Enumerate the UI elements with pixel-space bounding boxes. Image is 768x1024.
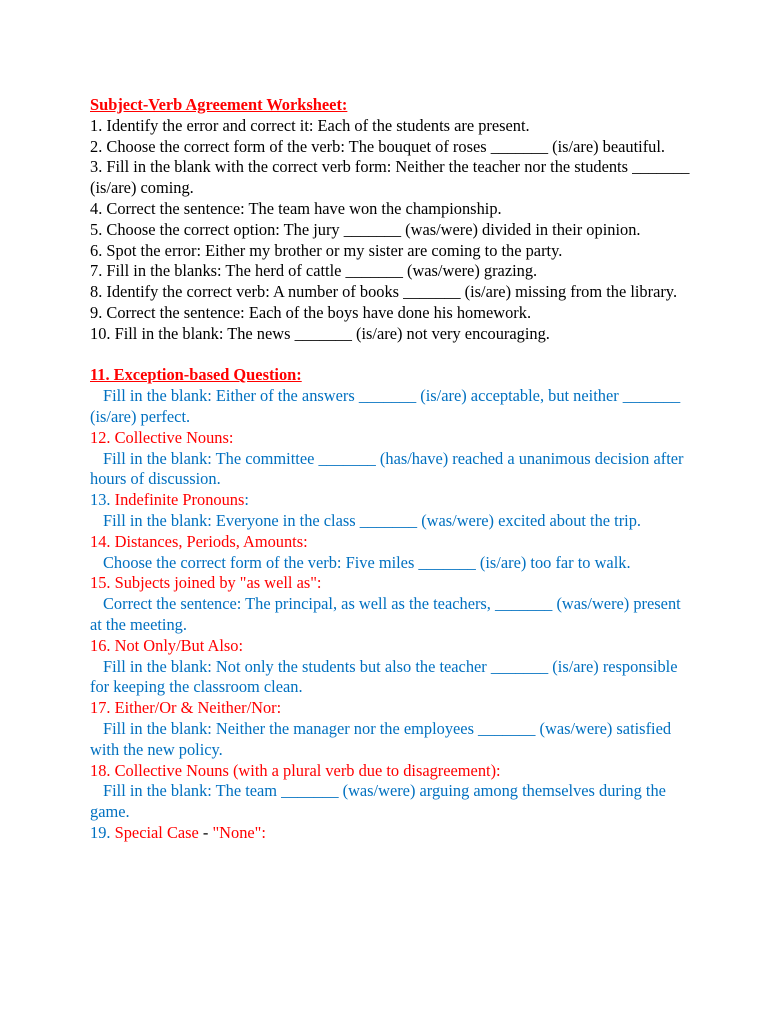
- section-12-number: 12.: [90, 427, 111, 447]
- question-4: 4. Correct the sentence: The team have won the championship.: [90, 198, 502, 218]
- section-19-number: 19.: [90, 822, 111, 842]
- section-14-heading: [90, 532, 690, 553]
- question-2: 2. Choose the correct form of the verb: The bouquet of roses _______ (is/are) beautiful.: [90, 136, 666, 156]
- section-16-question: Fill in the blank: Not only the students but also the teacher _______ (is/are) responsible for keeping the classroom clean.: [90, 656, 678, 697]
- worksheet-page: [90, 95, 690, 844]
- section-15-label: Subjects joined by "as well as":: [114, 573, 322, 593]
- section-16-label: Not Only/But Also:: [114, 635, 244, 655]
- exception-heading: 11. Exception-based Question:: [90, 365, 302, 385]
- section-19-label: Special Case: [114, 822, 199, 842]
- section-14-label: Distances, Periods, Amounts:: [114, 531, 308, 551]
- question-10: 10. Fill in the blank: The news _______ (is/are) not very encouraging.: [90, 323, 550, 343]
- question-7: 7. Fill in the blanks: The herd of cattle _______ (was/were) grazing.: [90, 261, 538, 281]
- section-16-heading: [90, 636, 690, 657]
- section-17-question: Fill in the blank: Neither the manager nor the employees _______ (was/were) satisfied with the new policy.: [90, 718, 672, 759]
- section-15-number: 15.: [90, 573, 111, 593]
- question-5: 5. Choose the correct option: The jury _______ (was/were) divided in their opinion.: [90, 219, 641, 239]
- section-14-question: Choose the correct form of the verb: Five miles _______ (is/are) too far to walk.: [103, 552, 631, 572]
- section-19-quoted: "None":: [212, 822, 266, 842]
- spacer: [90, 345, 690, 366]
- section-13-number: 13.: [90, 490, 111, 510]
- question-6: 6. Spot the error: Either my brother or my sister are coming to the party.: [90, 240, 563, 260]
- section-15-question: Correct the sentence: The principal, as well as the teachers, _______ (was/were) present at the meeting.: [90, 594, 681, 634]
- section-18-question: Fill in the blank: The team _______ (was/were) arguing among themselves during the game.: [90, 781, 666, 822]
- section-19-heading: [90, 823, 690, 844]
- section-12-heading: [90, 428, 690, 449]
- section-18-heading: [90, 761, 690, 782]
- question-8: 8. Identify the correct verb: A number of books _______ (is/are) missing from the library.: [90, 282, 678, 302]
- exception-question: Fill in the blank: Either of the answers _______ (is/are) acceptable, but neither _______ (is/are) perfect.: [90, 386, 681, 426]
- section-16-number: 16.: [90, 635, 111, 655]
- section-13-suffix: :: [244, 490, 249, 510]
- worksheet-title: Subject-Verb Agreement Worksheet:: [90, 95, 348, 114]
- section-18-label: Collective Nouns (with a plural verb due to disagreement):: [114, 760, 501, 780]
- section-17-number: 17.: [90, 698, 111, 718]
- section-13-question: Fill in the blank: Everyone in the class _______ (was/were) excited about the trip.: [103, 510, 642, 530]
- question-1: 1. Identify the error and correct it: Each of the students are present.: [90, 115, 530, 135]
- section-12-label: Collective Nouns:: [114, 427, 234, 447]
- question-9: 9. Correct the sentence: Each of the boys have done his homework.: [90, 302, 532, 322]
- section-17-heading: [90, 698, 690, 719]
- section-15-heading: [90, 573, 690, 594]
- section-13-label: Indefinite Pronouns: [114, 490, 245, 510]
- question-3: 3. Fill in the blank with the correct verb form: Neither the teacher nor the students _______ (is/are) coming.: [90, 157, 690, 198]
- section-13-heading: [90, 490, 690, 511]
- section-14-number: 14.: [90, 531, 111, 551]
- section-18-number: 18.: [90, 760, 111, 780]
- section-19-separator: -: [198, 822, 213, 842]
- section-17-label: Either/Or & Neither/Nor:: [114, 698, 282, 718]
- section-12-question: Fill in the blank: The committee _______ (has/have) reached a unanimous decision after hours of discussion.: [90, 448, 684, 489]
